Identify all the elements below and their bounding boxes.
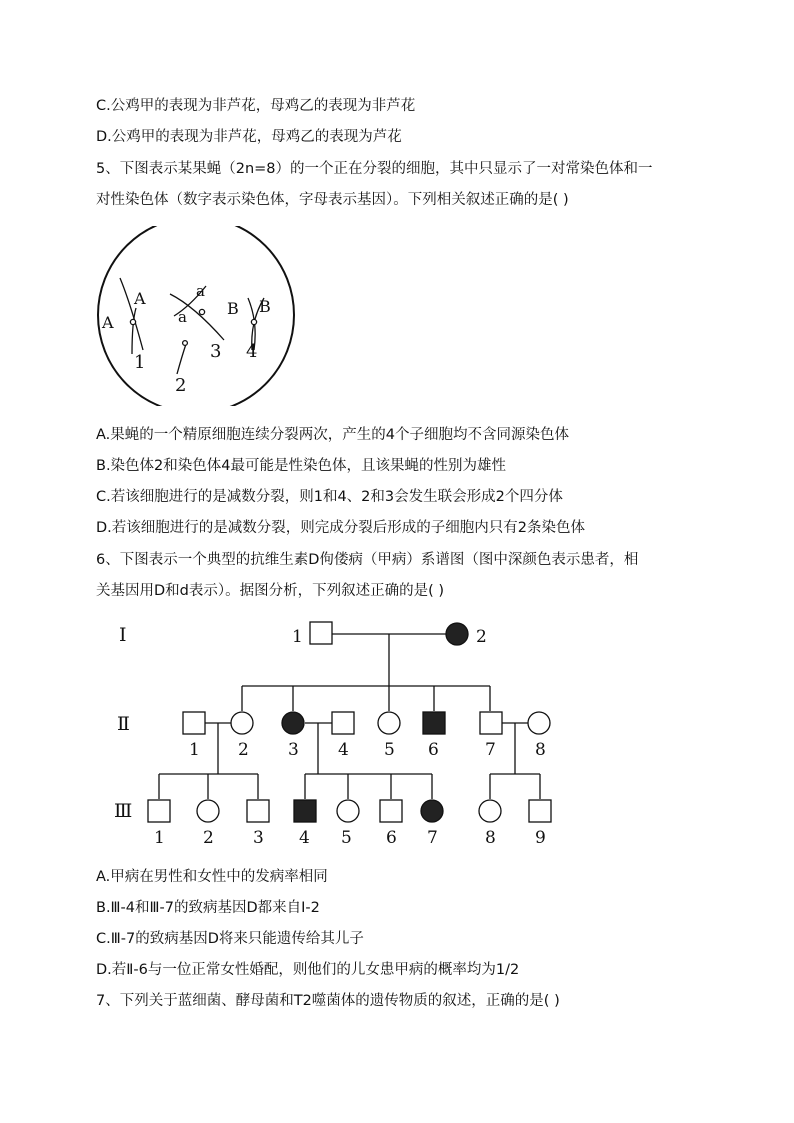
pedigree-I-2-female-affected [446, 623, 468, 645]
pedigree-number-III-6: 6 [386, 828, 397, 848]
cell-division-figure [96, 226, 296, 406]
q6-option-b: B.Ⅲ-4和Ⅲ-7的致病基因D都来自Ⅰ-2 [96, 900, 320, 916]
pedigree-III-1-male [148, 800, 170, 822]
gene-label-B-left: B [227, 299, 239, 318]
q5-option-d: D.若该细胞进行的是减数分裂，则完成分裂后形成的子细胞内只有2条染色体 [96, 520, 585, 536]
gene-label-a-top: a [196, 282, 205, 300]
chromosome-2 [177, 341, 187, 374]
pedigree-number-II-8: 8 [535, 740, 546, 760]
pedigree-number-II-4: 4 [338, 740, 349, 760]
gene-label-A-left: A [102, 313, 114, 332]
pedigree-II-6-male-affected [423, 712, 445, 734]
pedigree-II-4-male [332, 712, 354, 734]
pedigree-II-1-male [183, 712, 205, 734]
pedigree-III-9-male [529, 800, 551, 822]
gene-label-A-right: A [134, 289, 146, 308]
q6-option-d: D.若Ⅱ-6与一位正常女性婚配，则他们的儿女患甲病的概率均为1/2 [96, 962, 520, 978]
pedigree-number-III-8: 8 [485, 828, 496, 848]
pedigree-II-2-female [231, 712, 253, 734]
pedigree-number-II-7: 7 [485, 740, 496, 760]
pedigree-number-III-4: 4 [299, 828, 310, 848]
q6-stem-line2: 关基因用D和d表示）。据图分析，下列叙述正确的是( ) [96, 583, 445, 599]
cell-membrane [98, 226, 294, 406]
generation-label-III: Ⅲ [114, 800, 133, 822]
q5-option-c: C.若该细胞进行的是减数分裂，则1和4、2和3会发生联会形成2个四分体 [96, 489, 563, 505]
q5-option-a: A.果蝇的一个精原细胞连续分裂两次，产生的4个子细胞均不含同源染色体 [96, 427, 569, 443]
chromosome-number-4: 4 [246, 341, 258, 362]
pedigree-III-4-male-affected [294, 800, 316, 822]
chromosome-number-2: 2 [175, 375, 187, 396]
pedigree-number-II-5: 5 [384, 740, 395, 760]
pedigree-number-III-5: 5 [341, 828, 352, 848]
pedigree-chart [110, 614, 570, 849]
q7-stem: 7、下列关于蓝细菌、酵母菌和T2噬菌体的遗传物质的叙述，正确的是( ) [96, 993, 560, 1009]
pedigree-I-1-male [310, 622, 332, 644]
q5-stem-line2: 对性染色体（数字表示染色体，字母表示基因）。下列相关叙述正确的是( ) [96, 192, 569, 208]
pedigree-number-II-6: 6 [428, 740, 439, 760]
pedigree-number-I-2: 2 [476, 627, 487, 647]
pedigree-III-5-female [337, 800, 359, 822]
pedigree-number-III-2: 2 [203, 828, 214, 848]
pedigree-number-I-1: 1 [292, 627, 303, 647]
q5-stem-line1: 5、下图表示某果蝇（2n=8）的一个正在分裂的细胞，其中只显示了一对常染色体和一 [96, 161, 653, 177]
pedigree-number-III-9: 9 [535, 828, 546, 848]
pedigree-III-6-male [380, 800, 402, 822]
chromosome-number-3: 3 [210, 341, 222, 362]
pedigree-III-2-female [197, 800, 219, 822]
pedigree-number-III-3: 3 [253, 828, 264, 848]
q6-stem-line1: 6、下图表示一个典型的抗维生素D佝偻病（甲病）系谱图（图中深颜色表示患者，相 [96, 552, 639, 568]
pedigree-number-III-1: 1 [154, 828, 165, 848]
generation-label-II: Ⅱ [117, 713, 130, 735]
pedigree-number-II-3: 3 [288, 740, 299, 760]
pedigree-II-5-female [378, 712, 400, 734]
pedigree-II-3-female-affected [282, 712, 304, 734]
q6-option-c: C.Ⅲ-7的致病基因D将来只能遗传给其儿子 [96, 931, 364, 947]
pedigree-III-3-male [247, 800, 269, 822]
pedigree-III-8-female [479, 800, 501, 822]
q5-option-b: B.染色体2和染色体4最可能是性染色体，且该果蝇的性别为雄性 [96, 458, 507, 474]
pedigree-II-7-male [480, 712, 502, 734]
gene-label-B-right: B [259, 297, 271, 316]
generation-label-I: Ⅰ [119, 624, 127, 646]
q4-option-c: C.公鸡甲的表现为非芦花，母鸡乙的表现为非芦花 [96, 98, 416, 114]
pedigree-number-III-7: 7 [427, 828, 438, 848]
gene-label-a-mid: a [178, 308, 187, 326]
pedigree-number-II-2: 2 [238, 740, 249, 760]
q6-option-a: A.甲病在男性和女性中的发病率相同 [96, 869, 328, 885]
pedigree-II-8-female [528, 712, 550, 734]
chromosome-number-1: 1 [134, 352, 146, 373]
pedigree-III-7-female-affected [421, 800, 443, 822]
q4-option-d: D.公鸡甲的表现为非芦花，母鸡乙的表现为芦花 [96, 129, 402, 145]
pedigree-number-II-1: 1 [189, 740, 200, 760]
